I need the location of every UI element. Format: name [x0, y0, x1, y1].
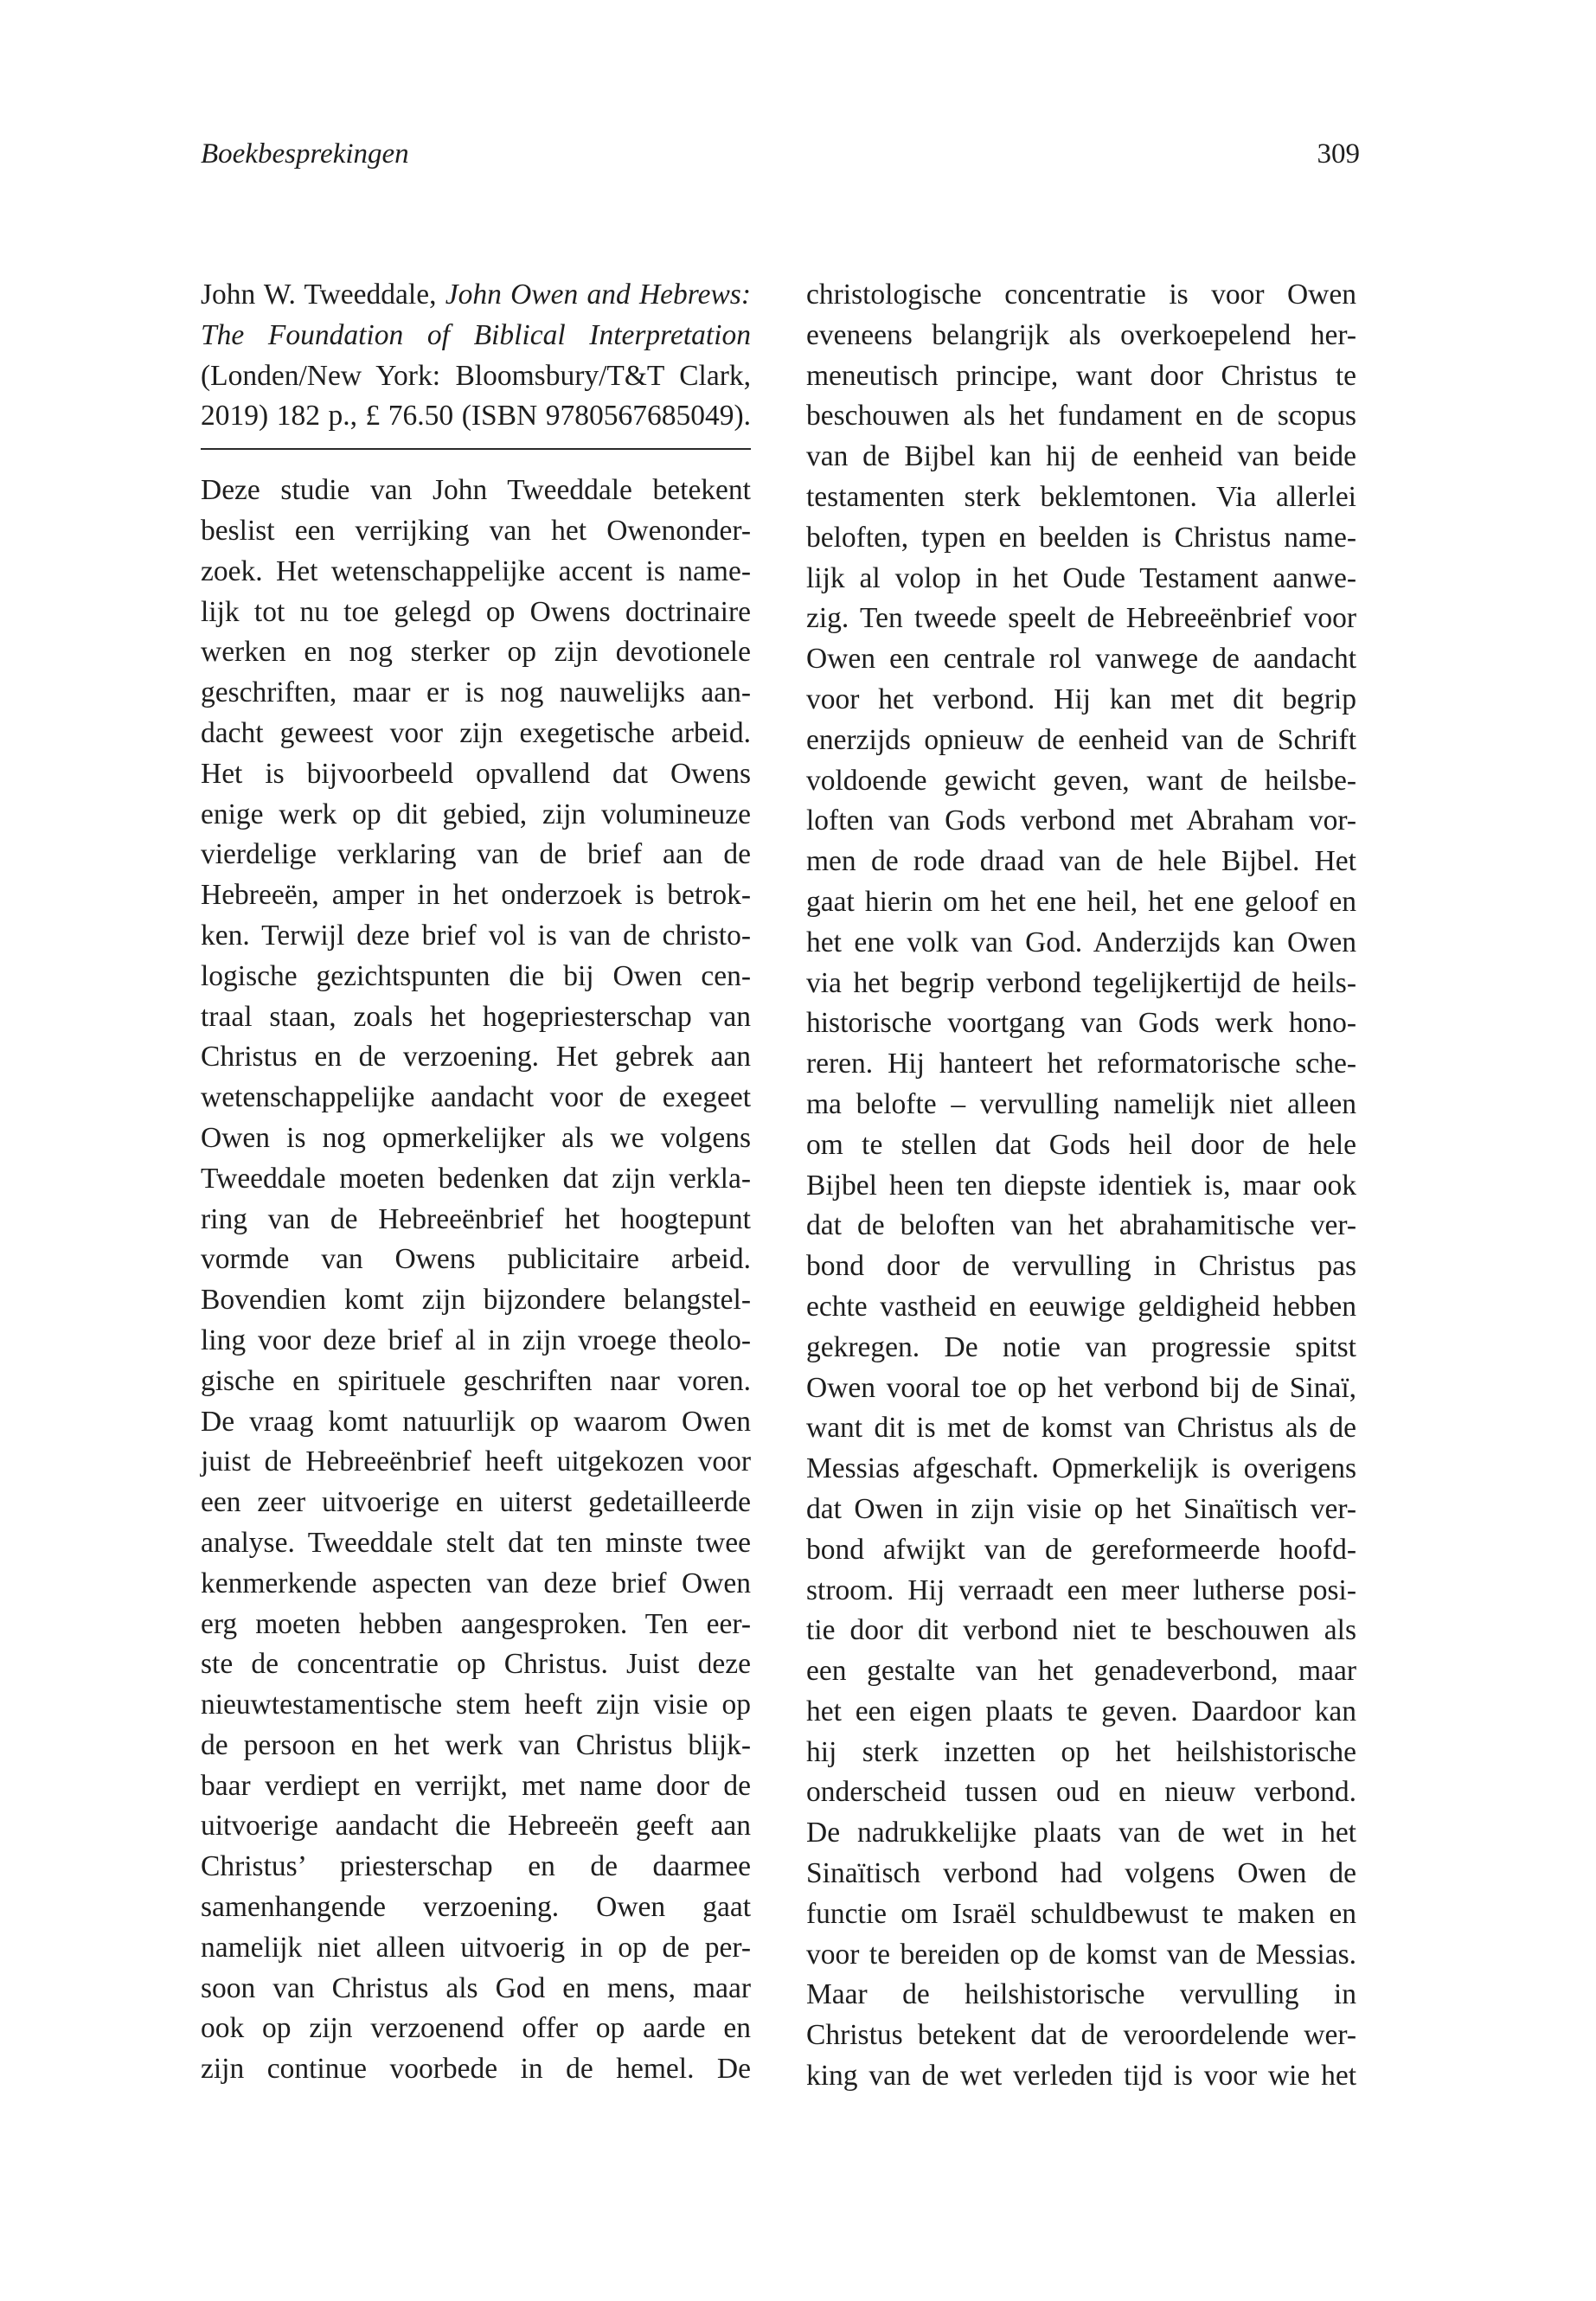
text-line: hij sterk inzetten op het heilshistorische	[806, 1735, 1356, 1768]
text-line: bond afwijkt van de gereformeerde hoofd-	[806, 1533, 1356, 1566]
text-line: Christus betekent dat de veroordelende wer-	[806, 2019, 1356, 2052]
text-line: Sinaïtisch verbond had volgens Owen de	[806, 1857, 1356, 1890]
text-line: kenmerkende aspecten van deze brief Owen	[201, 1567, 751, 1599]
text-line: De vraag komt natuurlijk op waarom Owen	[201, 1405, 751, 1438]
text-line: echte vastheid en eeuwige geldigheid hebben	[806, 1290, 1356, 1323]
text-line: ling voor deze brief al in zijn vroege theolo-	[201, 1324, 751, 1356]
text-line: dacht geweest voor zijn exegetische arbeid.	[201, 716, 751, 749]
text-line: testamenten sterk beklemtonen. Via allerlei	[806, 480, 1356, 513]
text-line: Maar de heilshistorische vervulling in	[806, 1978, 1356, 2011]
text-line: gekregen. De notie van progressie spitst	[806, 1330, 1356, 1363]
text-line: meneutisch principe, want door Christus te	[806, 359, 1356, 392]
text-line: ring van de Hebreeënbrief het hoogtepunt	[201, 1202, 751, 1235]
text-line: voldoende gewicht geven, want de heilsbe-	[806, 764, 1356, 797]
text-line: Deze studie van John Tweeddale betekent	[201, 474, 751, 507]
page-number: 309	[1317, 138, 1360, 170]
text-line: dat Owen in zijn visie op het Sinaïtisch ver-	[806, 1492, 1356, 1525]
text-line: erg moeten hebben aangesproken. Ten eer-	[201, 1607, 751, 1640]
text-line: enige werk op dit gebied, zijn volumineuze	[201, 798, 751, 830]
citation-title: John Owen and Hebrews:	[445, 279, 751, 311]
citation-divider	[201, 448, 751, 450]
text-line: Messias afgeschaft. Opmerkelijk is overigens	[806, 1452, 1356, 1485]
text-line: historische voortgang van Gods werk hono-	[806, 1007, 1356, 1040]
text-line: Owen vooral toe op het verbond bij de Sinaï,	[806, 1371, 1356, 1404]
text-line: een zeer uitvoerige en uiterst gedetailleerde	[201, 1486, 751, 1519]
text-line: wetenschappelijke aandacht voor de exegeet	[201, 1081, 751, 1114]
text-line: logische gezichtspunten die bij Owen cen-	[201, 959, 751, 992]
text-line: traal staan, zoals het hogepriesterschap van	[201, 1000, 751, 1033]
text-line: beslist een verrijking van het Owenonder-	[201, 514, 751, 547]
text-line: loften van Gods verbond met Abraham vor-	[806, 804, 1356, 837]
citation-subtitle: The Foundation of Biblical Interpretation	[201, 318, 751, 351]
text-line: Christus en de verzoening. Het gebrek aan	[201, 1041, 751, 1074]
text-line: ma belofte – vervulling namelijk niet alleen	[806, 1087, 1356, 1120]
text-line: stroom. Hij verraadt een meer lutherse posi-	[806, 1574, 1356, 1606]
text-line: onderscheid tussen oud en nieuw verbond.	[806, 1776, 1356, 1809]
text-line: De nadrukkelijke plaats van de wet in het	[806, 1817, 1356, 1849]
review-body-right	[806, 275, 1356, 2097]
text-line: Bijbel heen ten diepste identiek is, maar ook	[806, 1169, 1356, 1202]
text-line: christologische concentratie is voor Owen	[806, 279, 1356, 311]
text-line: eveneens belangrijk als overkoepelend her-	[806, 318, 1356, 351]
text-line: beschouwen als het fundament en de scopus	[806, 400, 1356, 433]
text-line: de persoon en het werk van Christus blijk-	[201, 1728, 751, 1761]
text-line: Owen is nog opmerkelijker als we volgens	[201, 1121, 751, 1154]
text-line: om te stellen dat Gods heil door de hele	[806, 1128, 1356, 1161]
page-header	[201, 138, 1360, 180]
citation-publisher: (Londen/New York: Bloomsbury/T&T Clark,	[201, 359, 751, 392]
text-line: Tweeddale moeten bedenken dat zijn verkla-	[201, 1162, 751, 1195]
text-line: Het is bijvoorbeeld opvallend dat Owens	[201, 757, 751, 790]
text-line: nieuwtestamentische stem heeft zijn visie op	[201, 1689, 751, 1721]
review-body-left	[201, 471, 751, 2090]
text-line: ook op zijn verzoenend offer op aarde en	[201, 2012, 751, 2045]
text-line: werken en nog sterker op zijn devotionele	[201, 636, 751, 669]
left-column	[201, 275, 751, 2090]
text-line: voor te bereiden op de komst van de Messias.	[806, 1938, 1356, 1971]
text-line: reren. Hij hanteert het reformatorische sche-	[806, 1048, 1356, 1080]
text-line: beloften, typen en beelden is Christus name-	[806, 521, 1356, 554]
text-line: zoek. Het wetenschappelijke accent is name-	[201, 554, 751, 587]
text-line: tie door dit verbond niet te beschouwen als	[806, 1614, 1356, 1647]
text-line: voor het verbond. Hij kan met dit begrip	[806, 683, 1356, 715]
citation-line	[201, 275, 751, 316]
running-head: Boekbesprekingen	[201, 138, 409, 170]
text-line: zijn continue voorbede in de hemel. De	[201, 2053, 751, 2086]
citation-details: 2019) 182 p., £ 76.50 (ISBN 9780567685049).	[201, 400, 751, 433]
text-line: samenhangende verzoening. Owen gaat	[201, 1891, 751, 1924]
text-line: vierdelige verklaring van de brief aan de	[201, 838, 751, 871]
text-line: gaat hierin om het ene heil, het ene geloof en	[806, 885, 1356, 918]
text-line: lijk tot nu toe gelegd op Owens doctrinaire	[201, 595, 751, 628]
text-line: bond door de vervulling in Christus pas	[806, 1250, 1356, 1283]
text-line: van de Bijbel kan hij de eenheid van beide	[806, 440, 1356, 473]
text-line: analyse. Tweeddale stelt dat ten minste twee	[201, 1526, 751, 1559]
book-citation	[201, 275, 751, 437]
text-line: ste de concentratie op Christus. Juist deze	[201, 1648, 751, 1681]
text-line: uitvoerige aandacht die Hebreeën geeft aan	[201, 1810, 751, 1843]
text-line: het ene volk van God. Anderzijds kan Owen	[806, 926, 1356, 958]
text-line: lijk al volop in het Oude Testament aanwe-	[806, 561, 1356, 594]
text-line: want dit is met de komst van Christus als de	[806, 1412, 1356, 1445]
text-line: enerzijds opnieuw de eenheid van de Schrift	[806, 723, 1356, 756]
text-line: vormde van Owens publicitaire arbeid.	[201, 1243, 751, 1276]
text-line: king van de wet verleden tijd is voor wie het	[806, 2060, 1356, 2093]
text-line: een gestalte van het genadeverbond, maar	[806, 1655, 1356, 1688]
text-line: juist de Hebreeënbrief heeft uitgekozen voor	[201, 1445, 751, 1478]
text-line: men de rode draad van de hele Bijbel. Het	[806, 845, 1356, 878]
text-line: via het begrip verbond tegelijkertijd de heils-	[806, 966, 1356, 999]
text-line: soon van Christus als God en mens, maar	[201, 1971, 751, 2004]
text-line: Owen een centrale rol vanwege de aandacht	[806, 643, 1356, 676]
text-line: dat de beloften van het abrahamitische ver-	[806, 1209, 1356, 1242]
text-line: gische en spirituele geschriften naar voren.	[201, 1364, 751, 1397]
text-line: functie om Israël schuldbewust te maken en	[806, 1897, 1356, 1930]
text-line: baar verdiept en verrijkt, met name door de	[201, 1769, 751, 1802]
text-line: zig. Ten tweede speelt de Hebreeënbrief voor	[806, 602, 1356, 635]
text-line: ken. Terwijl deze brief vol is van de christo-	[201, 919, 751, 952]
text-line: Bovendien komt zijn bijzondere belangstel-	[201, 1284, 751, 1317]
text-line: Hebreeën, amper in het onderzoek is betrok-	[201, 879, 751, 912]
right-column	[806, 275, 1356, 2097]
text-line: geschriften, maar er is nog nauwelijks aan-	[201, 676, 751, 709]
text-line: het een eigen plaats te geven. Daardoor kan	[806, 1695, 1356, 1727]
text-line: Christus’ priesterschap en de daarmee	[201, 1850, 751, 1883]
citation-author: John W. Tweeddale,	[201, 279, 445, 311]
text-line: namelijk niet alleen uitvoerig in op de per-	[201, 1931, 751, 1964]
